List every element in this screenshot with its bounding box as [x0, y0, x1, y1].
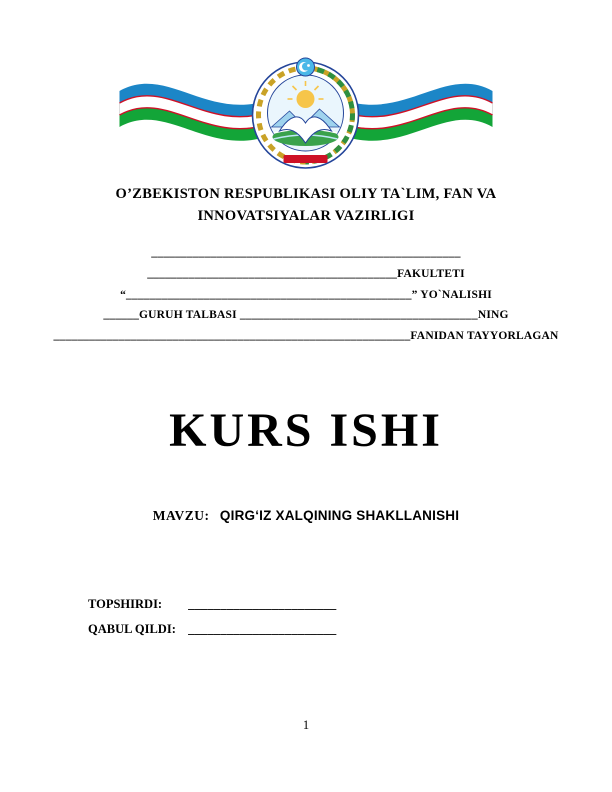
- submitted-by-label: TOPSHIRDI:: [88, 597, 163, 611]
- submission-block: [88, 597, 336, 647]
- ministry-heading: [0, 183, 612, 227]
- form-lines: [0, 243, 612, 347]
- topic-text: QIRG‘IZ XALQINING SHAKLLANISHI: [219, 508, 460, 523]
- ministry-heading-line2: INNOVATSIYALAR VAZIRLIGI: [197, 208, 415, 224]
- flag-ribbon-left: [120, 84, 266, 141]
- page-number: 1: [302, 718, 310, 732]
- uzbekistan-emblem: [114, 55, 499, 171]
- emblem-red-band: [284, 155, 328, 163]
- submitted-by-row: [88, 597, 336, 612]
- accepted-by-blank: _______________________: [188, 622, 337, 636]
- document-title: KURS ISHI: [169, 404, 443, 457]
- emblem-center: [253, 58, 359, 168]
- form-line-fakulteti: __________________________________________FAKULTETI: [147, 267, 465, 280]
- topic-line: [0, 508, 612, 524]
- crescent-star-icon: [297, 58, 315, 76]
- ministry-heading-line1: O’ZBEKISTON RESPUBLIKASI OLIY TA`LIM, FAN VA: [115, 186, 497, 202]
- flag-ribbon-right: [347, 84, 493, 141]
- form-line-blank: ____________________________________________________: [151, 247, 461, 259]
- accepted-by-row: [88, 622, 336, 637]
- topic-label: MAVZU:: [152, 508, 210, 523]
- form-line-fanidan: ____________________________________________________________FANIDAN TAYYORLAGAN: [53, 330, 559, 343]
- emblem-graphic: [114, 55, 499, 171]
- form-line-guruh-talbasi: ______GURUH TALBASI ________________________________________NING: [103, 309, 509, 322]
- submitted-by-blank: _______________________: [188, 597, 337, 611]
- accepted-by-label: QABUL QILDI:: [88, 622, 176, 636]
- form-line-yonalishi: “________________________________________________” YO`NALISHI: [120, 288, 492, 301]
